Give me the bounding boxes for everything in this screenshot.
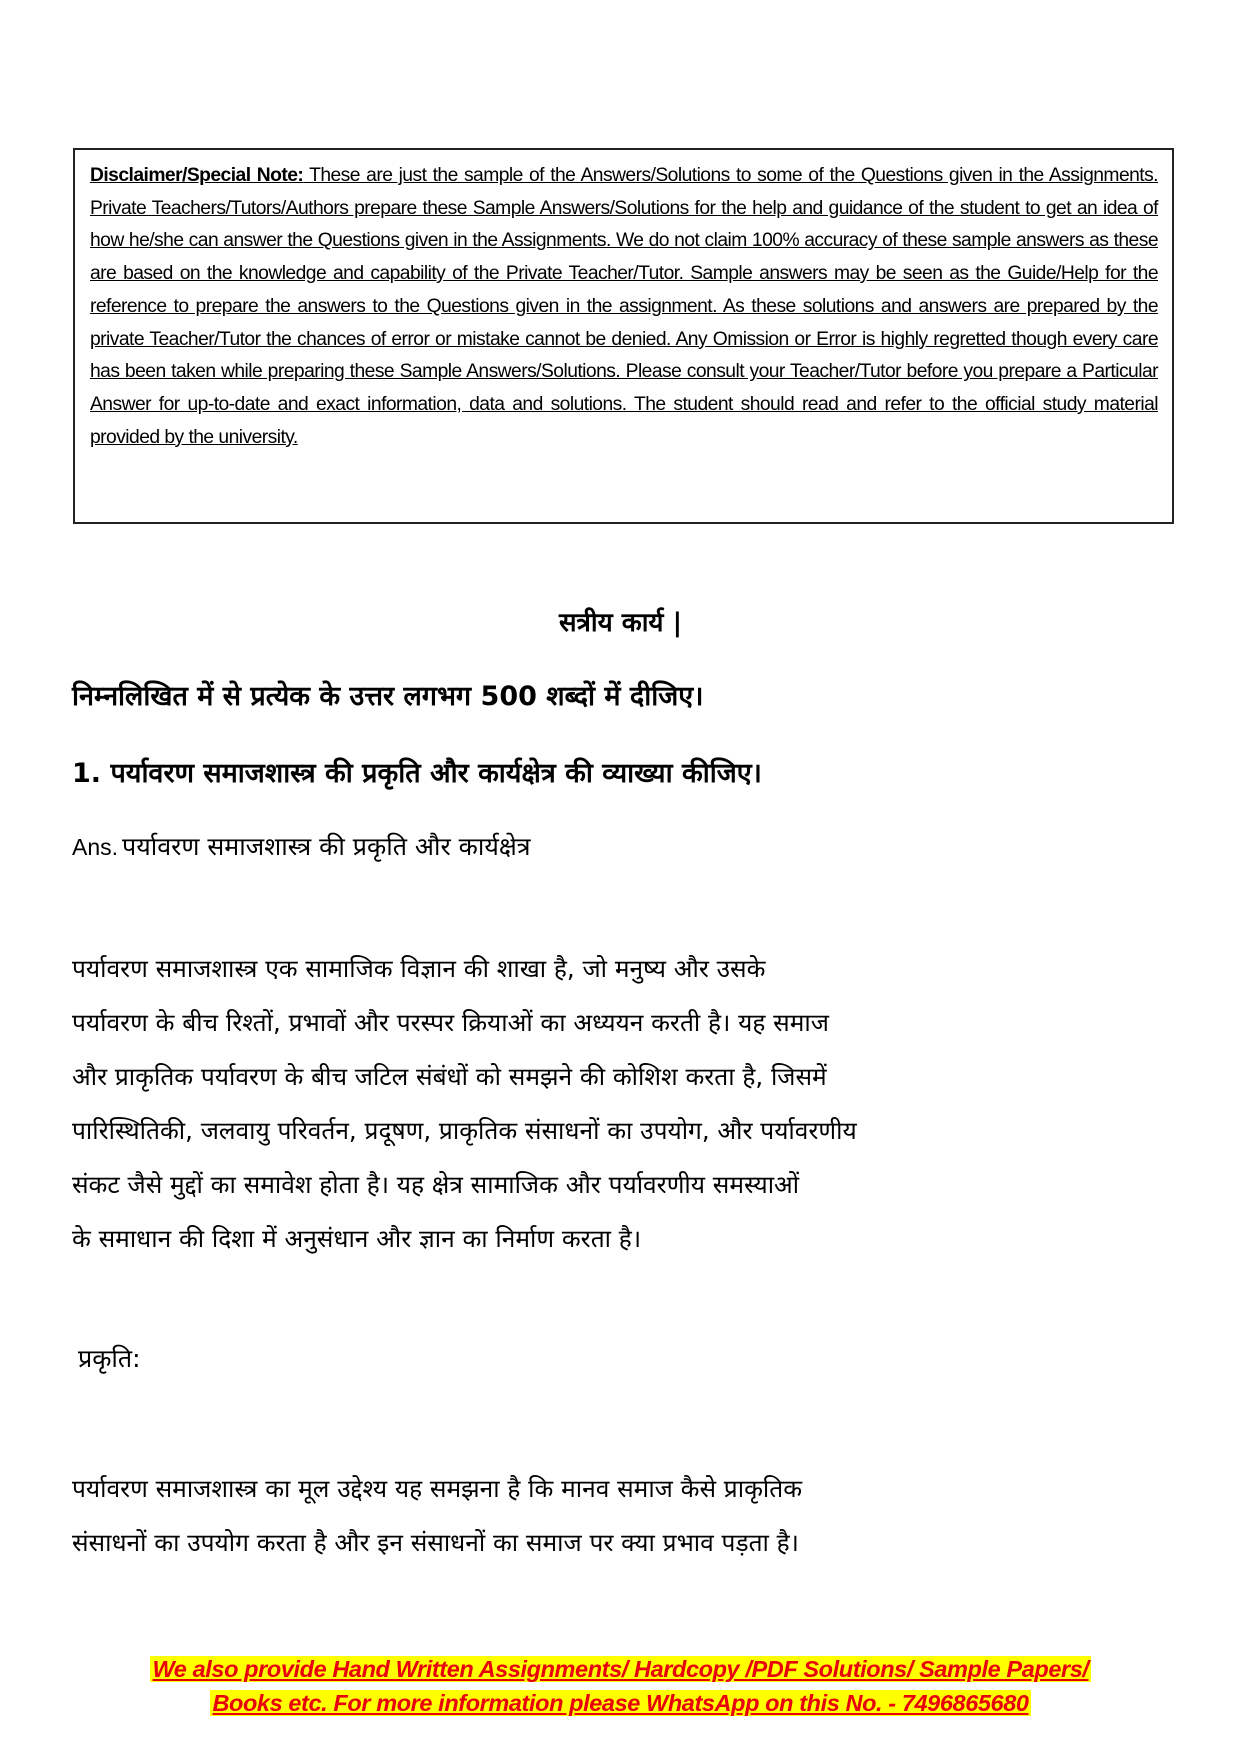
paragraph-line: के समाधान की दिशा में अनुसंधान और ज्ञान का निर्माण करता है। (72, 1224, 642, 1253)
paragraph-line: संकट जैसे मुद्दों का समावेश होता है। यह क्षेत्र सामाजिक और पर्यावरणीय समस्याओं (72, 1170, 800, 1199)
paragraph-line: पर्यावरण समाजशास्त्र का मूल उद्देश्य यह समझना है कि मानव समाज कैसे प्राकृतिक (72, 1474, 803, 1503)
answer-title: पर्यावरण समाजशास्त्र की प्रकृति और कार्यक्षेत्र (122, 832, 531, 861)
paragraph-line: संसाधनों का उपयोग करता है और इन संसाधनों का समाज पर क्या प्रभाव पड़ता है। (72, 1528, 799, 1557)
nature-paragraph (72, 1462, 1152, 1570)
footer-line-2: Books etc. For more information please WhatsApp on this No. - 7496865680 (212, 1690, 1029, 1716)
disclaimer-body: These are just the sample of the Answers/Solutions to some of the Questions given in the Assignments. Private Teachers/Tutors/Authors prepare these Sample Answers/Solutions for the help and guidance of the student to get an idea of how he/she can answer the Questions given in the Assignments. We do not claim 100% accuracy of these sample answers as these are based on the knowledge and capability of the Private Teacher/Tutor. Sample answers may be seen as the Guide/Help for the reference to prepare the answers to the Questions given in the assignment. As these solutions and answers are prepared by the private Teacher/Tutor the chances of error or mistake cannot be denied. Any Omission or Error is highly regretted though every care has been taken while preparing these Sample Answers/Solutions. Please consult your Teacher/Tutor before you prepare a Particular Answer for up-to-date and exact information, data and solutions. The student should read and refer to the official study material provided by the university. (90, 165, 1158, 448)
nature-subheading: प्रकृति: (78, 1344, 141, 1373)
disclaimer-lead: Disclaimer/Special Note: (90, 165, 304, 186)
paragraph-line: पारिस्थितिकी, जलवायु परिवर्तन, प्रदूषण, प्राकृतिक संसाधनों का उपयोग, और पर्यावरणीय (72, 1116, 857, 1145)
intro-paragraph (72, 942, 1152, 1266)
answer-prefix: Ans. (72, 834, 119, 860)
disclaimer-box (73, 148, 1174, 524)
footer-line-1: We also provide Hand Written Assignments/ Hardcopy /PDF Solutions/ Sample Papers/ (152, 1656, 1089, 1682)
promo-footer (0, 1652, 1241, 1720)
answer-heading (72, 829, 531, 863)
disclaimer-text (90, 160, 1158, 454)
paragraph-line: पर्यावरण समाजशास्त्र एक सामाजिक विज्ञान की शाखा है, जो मनुष्य और उसके (72, 954, 766, 983)
question-1: 1. पर्यावरण समाजशास्त्र की प्रकृति और कार्यक्षेत्र की व्याख्या कीजिए। (72, 758, 762, 789)
instruction-text: निम्नलिखित में से प्रत्येक के उत्तर लगभग 500 शब्दों में दीजिए। (72, 681, 704, 712)
paragraph-line: पर्यावरण के बीच रिश्तों, प्रभावों और परस्पर क्रियाओं का अध्ययन करती है। यह समाज (72, 1008, 829, 1037)
paragraph-line: और प्राकृतिक पर्यावरण के बीच जटिल संबंधों को समझने की कोशिश करता है, जिसमें (72, 1062, 827, 1091)
assignment-heading: सत्रीय कार्य | (558, 608, 683, 638)
